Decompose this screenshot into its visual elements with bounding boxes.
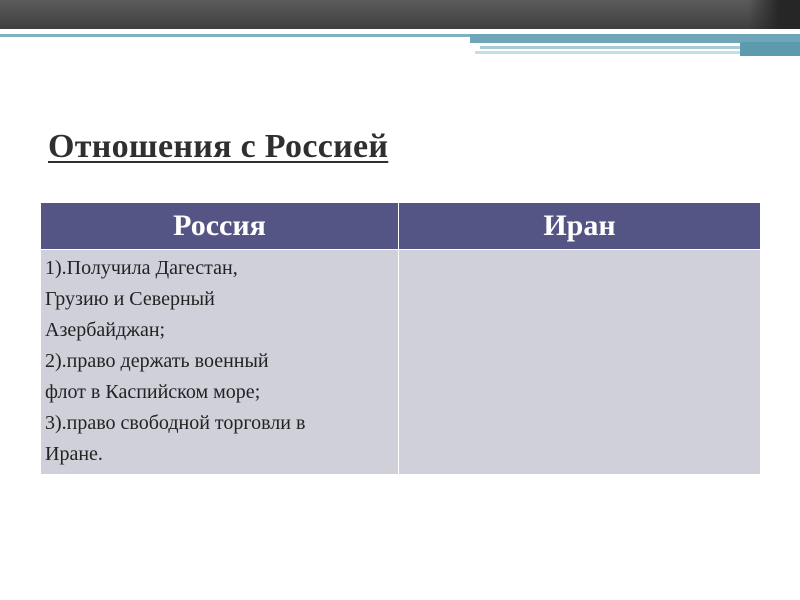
- top-decor-bar: [0, 0, 800, 29]
- top-decor-bar-shade: [748, 0, 800, 29]
- cell-iran: [399, 250, 761, 475]
- cell-russia: [41, 250, 399, 475]
- table-header-row: [41, 203, 761, 250]
- header-russia: Россия: [41, 203, 399, 250]
- cell-line: флот в Каспийском море;: [45, 381, 261, 403]
- cell-line: Азербайджан;: [45, 319, 166, 341]
- cell-line: Грузию и Северный: [45, 288, 215, 310]
- cell-line: 1).Получила Дагестан,: [45, 257, 238, 279]
- comparison-table: [40, 202, 761, 475]
- slide-title: Отношения с Россией: [48, 128, 389, 165]
- accent-stripe: [740, 42, 800, 56]
- table-row: [41, 250, 761, 475]
- cell-line: 3).право свободной торговли в: [45, 412, 306, 434]
- cell-line: Иране.: [45, 443, 103, 465]
- accent-stripe: [475, 51, 755, 54]
- accent-stripe: [0, 34, 470, 37]
- cell-line: 2).право держать военный: [45, 350, 269, 372]
- header-iran: Иран: [399, 203, 761, 250]
